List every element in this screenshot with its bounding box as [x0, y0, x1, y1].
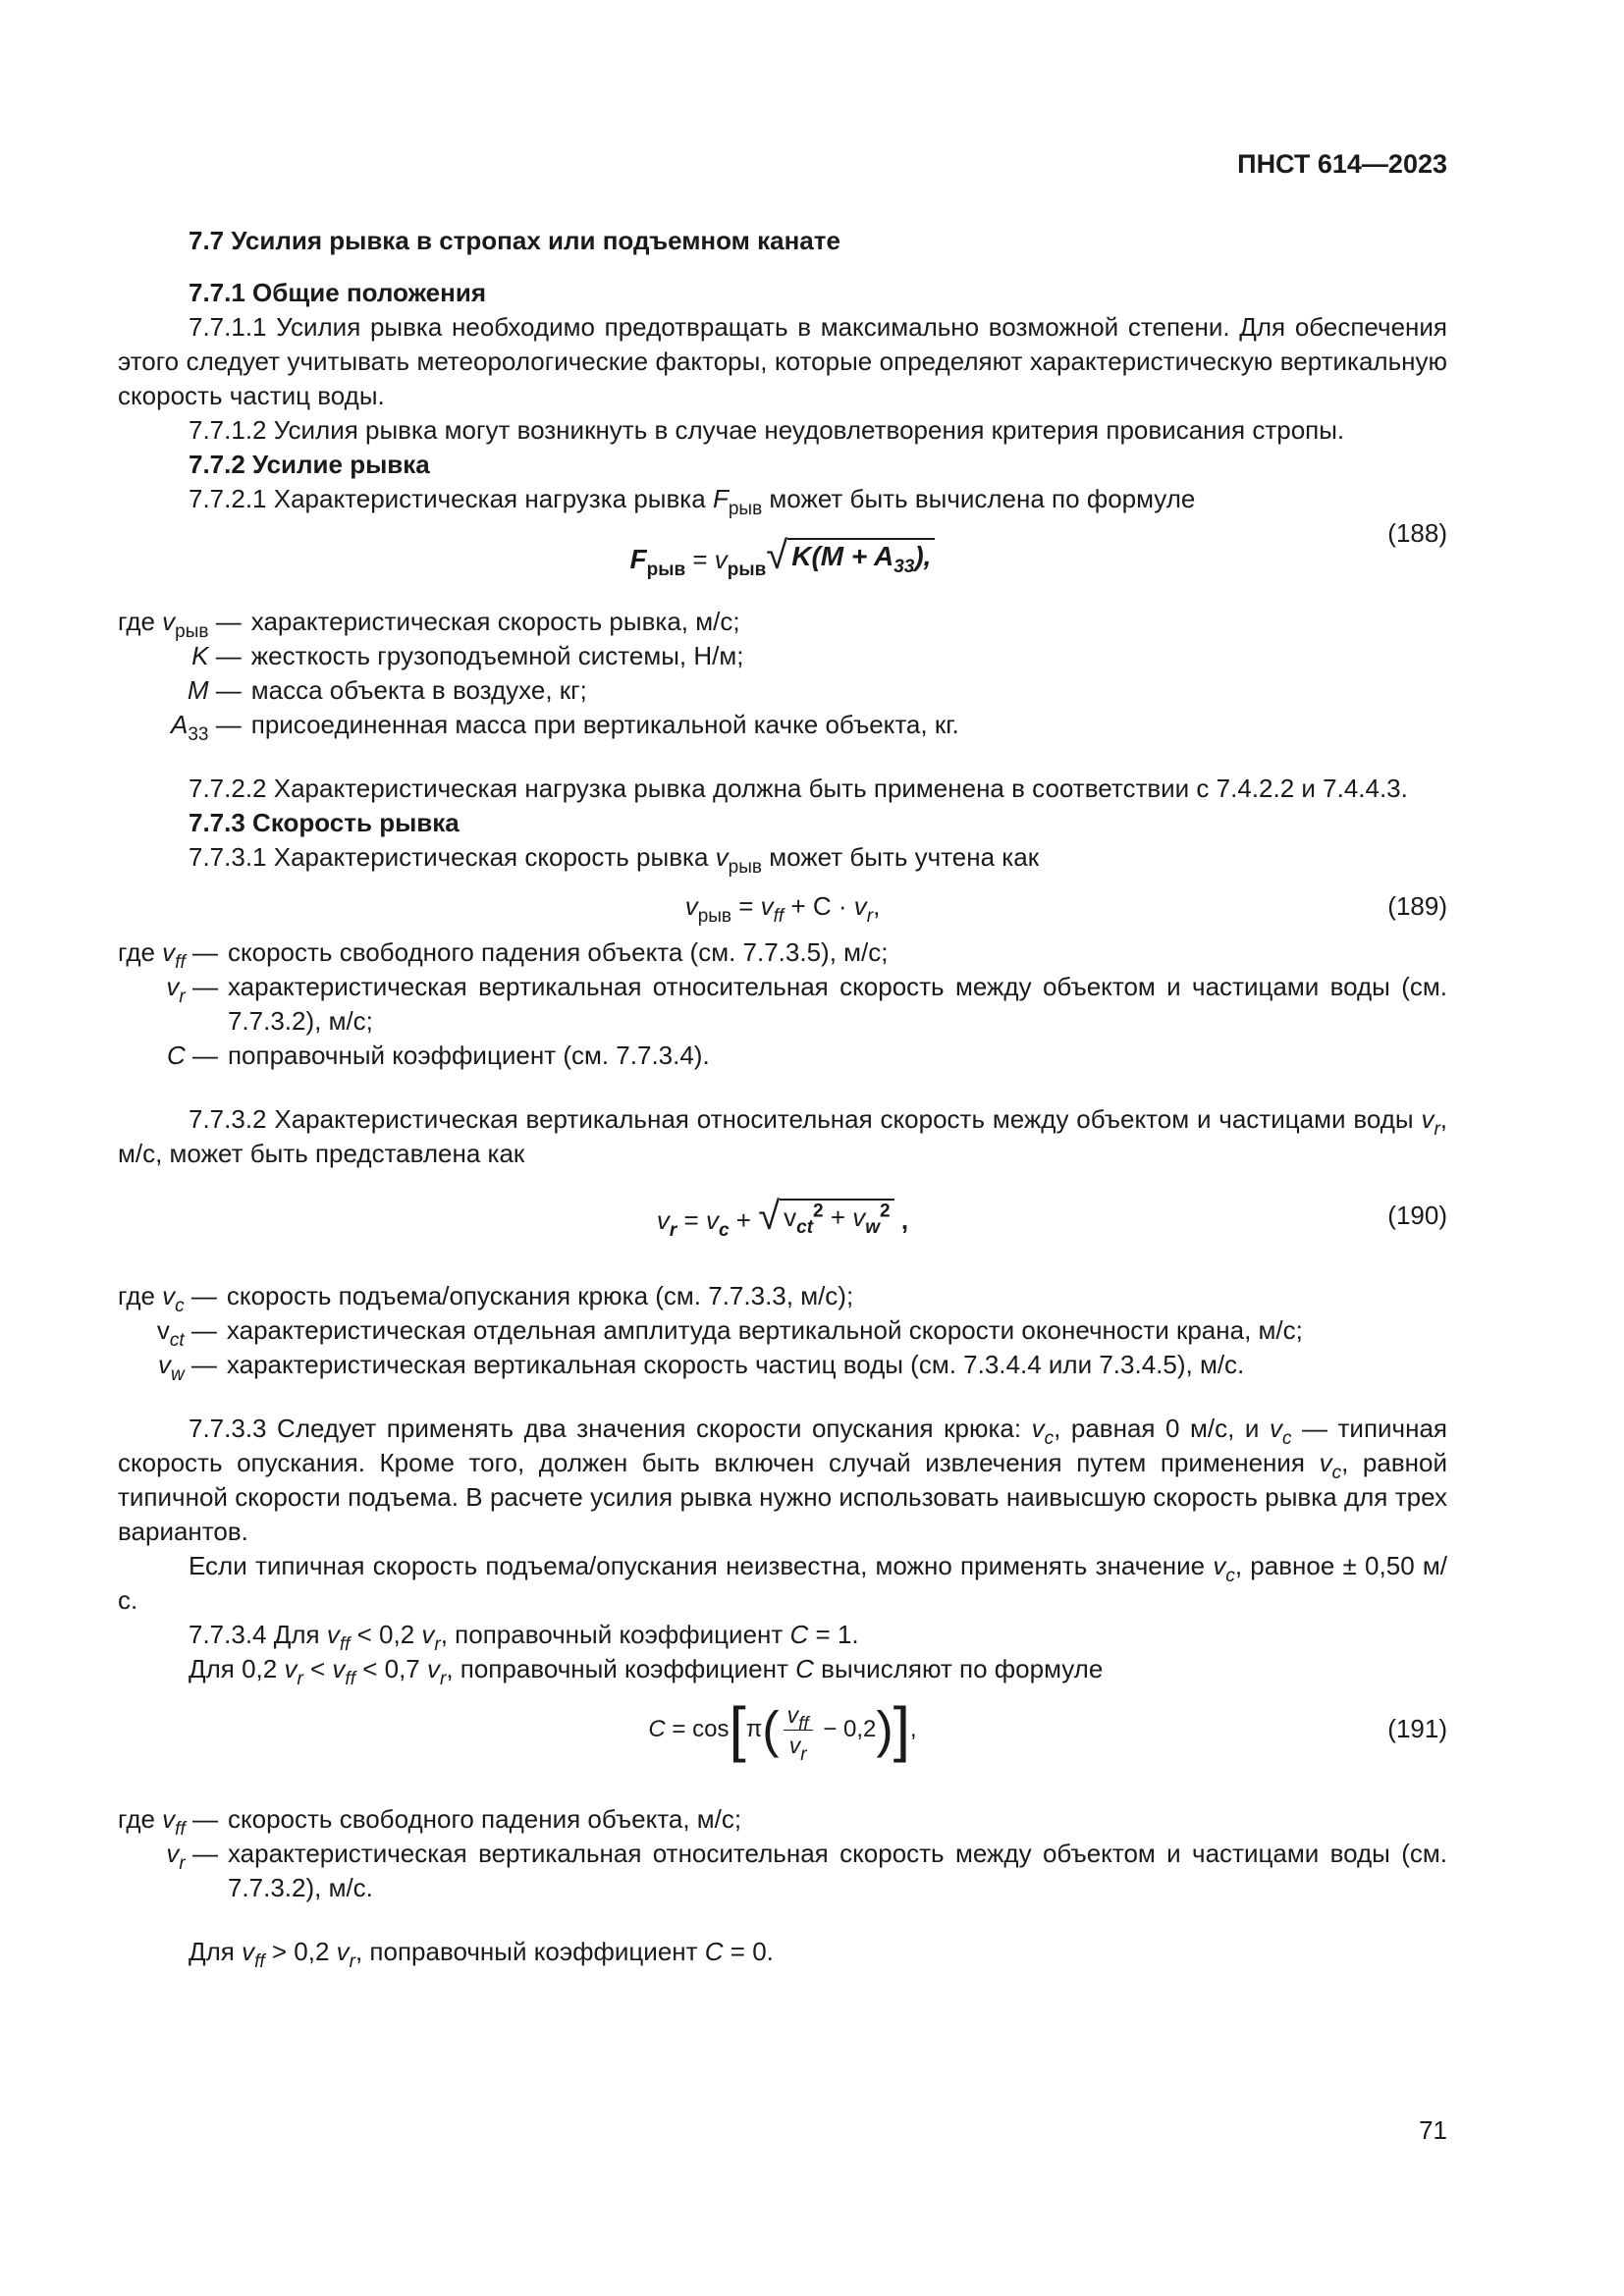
paragraph-7-7-3-1: 7.7.3.1 Характеристическая скорость рывка $v_{рыв}$ может быть учтена как — [189, 842, 1040, 878]
paragraph-7-7-3-3-b: Если типичная скорость подъема/опускания неизвестна, можно применять значение $v_c$, равное ± 0,50 м/с. — [118, 1551, 1448, 1615]
paragraph-last: Для $v_{ff} > 0,2$ $v_r$, поправочный коэффициент C = 0. — [189, 1937, 774, 1972]
formula-188: $F_{рыв} = v_{рыв}$ √ $K(M + A_{33})$, (188) — [629, 518, 1447, 580]
section-7-7-3-title: 7.7.3 Скорость рывка — [189, 808, 460, 837]
where-symbol: где $v_{рыв}$ — — [118, 607, 242, 642]
where-list-189: где $v_{ff}$ — скорость свободного падения объекта (см. 7.7.3.5), м/с; $v_r$ — характеристическая вертикальная относительная скорость между объектом и частицами воды (см. 7.7.3.2), м/с; C — поправочный коэффициент (см. 7.7.3.4). — [118, 937, 1447, 1070]
section-7-7-title: 7.7 Усилия рывка в стропах или подъемном канате — [189, 226, 840, 255]
paragraph-7-7-3-2: 7.7.3.2 Характеристическая вертикальная относительная скорость между объектом и частицами воды $v_r$, м/с, может быть представлена как — [118, 1104, 1447, 1168]
document-code: ПНСТ 614—2023 — [1237, 149, 1447, 179]
formula-189: $v_{рыв} = v_{ff} + C \cdot v_r$, (189) — [684, 891, 1447, 927]
paragraph-7-7-3-4: 7.7.3.4 Для $v_{ff} < 0,2$ $v_r$, поправочный коэффициент C = 1. — [189, 1620, 859, 1655]
paragraph-7-7-3-3: 7.7.3.3 Следует применять два значения скорости опускания крюка: $v_c$, равная 0 м/с, и $v_c$ — типичная скорость опускания. Кроме того, должен быть включен случай извлечения путем применения $v_c$, равной типичной скорости подъема. В расчете усилия рывка нужно использовать наивысшую скорость рывка для трех вариантов. — [118, 1414, 1447, 1546]
page-number: 71 — [1419, 2115, 1447, 2145]
where-list-190: где $v_c$ — скорость подъема/опускания крюка (см. 7.7.3.3, м/с); $v_{ct}$ — характеристическая отдельная амплитуда вертикальной скорости оконечности крана, м/с; $v_w$ — характеристическая вертикальная скорость частиц воды (см. 7.3.4.4 или 7.3.4.5), м/с. — [118, 1281, 1303, 1385]
where-list-191: где $v_{ff}$ — скорость свободного падения объекта, м/с; $v_r$ — характеристическая вертикальная относительная скорость между объектом и частицами воды (см. 7.7.3.2), м/с. — [118, 1804, 1447, 1902]
paragraph-7-7-3-4-b: Для 0,2 $v_r < v_{ff} < 0,7$ $v_r$, поправочный коэффициент C вычисляют по формуле — [189, 1654, 1104, 1689]
formula-190: $v_r = v_c$ + √ $v_{ct}^2 + v_w^2$ , (190) — [656, 1195, 1447, 1241]
paragraph-7-7-1-1: 7.7.1.1 Усилия рывка необходимо предотвращать в максимально возможной степени. Для обеспечения этого следует учитывать метеорологические факторы, которые определяют характеристическую вертикальную скорость частиц воды. — [118, 312, 1447, 410]
section-7-7-1-title: 7.7.1 Общие положения — [189, 278, 486, 307]
paragraph-7-7-2-2: 7.7.2.2 Характеристическая нагрузка рывка должна быть применена в соответствии с 7.4.2.2 и 7.4.4.3. — [189, 774, 1408, 803]
where-list-188: где $v_{рыв}$ — характеристическая скорость рывка, м/с; K — жесткость грузоподъемной системы, Н/м; M — масса объекта в воздухе, кг; $A_{33}$ — присоединенная масса при вертикальной качке объекта, кг. — [118, 607, 959, 745]
section-7-7-2-title: 7.7.2 Усилие рывка — [189, 450, 430, 479]
formula-191: C = cos[π( $\frac{v_{ff}}{v_r}$ − 0,2)], (191) — [648, 1695, 1447, 1765]
formula-number-190: (190) — [1387, 1201, 1447, 1230]
paragraph-7-7-1-2: 7.7.1.2 Усилия рывка могут возникнуть в случае неудовлетворения критерия провисания стропы. — [189, 415, 1345, 445]
formula-number-188: (188) — [1387, 518, 1447, 548]
formula-number-189: (189) — [1387, 891, 1447, 921]
page-content — [118, 224, 1448, 1972]
formula-number-191: (191) — [1387, 1714, 1447, 1743]
paragraph-7-7-2-1: 7.7.2.1 Характеристическая нагрузка рывка $F_{рыв}$ может быть вычислена по формуле — [189, 484, 1196, 519]
